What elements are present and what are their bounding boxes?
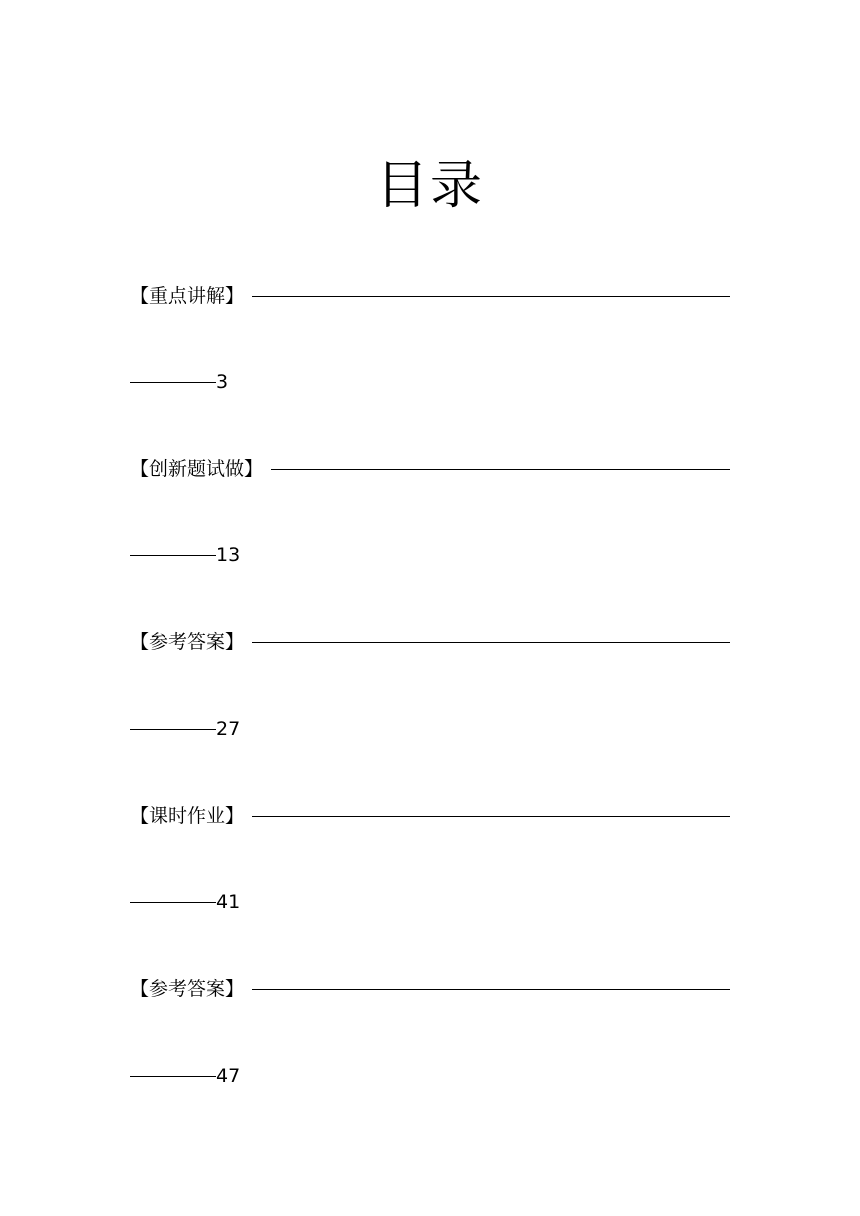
toc-entry-continuation <box>130 367 228 397</box>
toc-entry-continuation <box>130 540 240 570</box>
page-title: 目录 <box>375 155 484 216</box>
toc-leader-line <box>130 555 216 556</box>
toc-leader-line <box>252 296 730 297</box>
toc-leader-line <box>252 989 730 990</box>
toc-leader-line <box>130 1076 216 1077</box>
toc-leader-line <box>252 642 730 643</box>
toc-entry <box>130 281 730 311</box>
toc-entry-label: 【创新题试做】 <box>130 458 264 480</box>
toc-leader-line <box>130 729 216 730</box>
toc-leader-line <box>271 469 730 470</box>
toc-leader-line <box>130 902 216 903</box>
toc-entry-label: 【参考答案】 <box>130 631 245 653</box>
toc-entry-continuation <box>130 714 240 744</box>
toc-page-number: 13 <box>216 544 241 566</box>
toc-page-number: 41 <box>216 891 241 913</box>
toc-entry <box>130 974 730 1004</box>
toc-entry-continuation <box>130 1061 240 1091</box>
toc-entry-label: 【重点讲解】 <box>130 285 245 307</box>
toc-page-number: 3 <box>216 371 229 393</box>
toc-entry <box>130 454 730 484</box>
toc-leader-line <box>130 382 216 383</box>
toc-entry <box>130 627 730 657</box>
toc-entry-continuation <box>130 887 240 917</box>
toc-entry-label: 【课时作业】 <box>130 805 245 827</box>
toc-page-number: 27 <box>216 718 241 740</box>
toc-entry <box>130 801 730 831</box>
toc-page-number: 47 <box>216 1065 241 1087</box>
toc-entry-label: 【参考答案】 <box>130 978 245 1000</box>
toc-leader-line <box>252 816 730 817</box>
